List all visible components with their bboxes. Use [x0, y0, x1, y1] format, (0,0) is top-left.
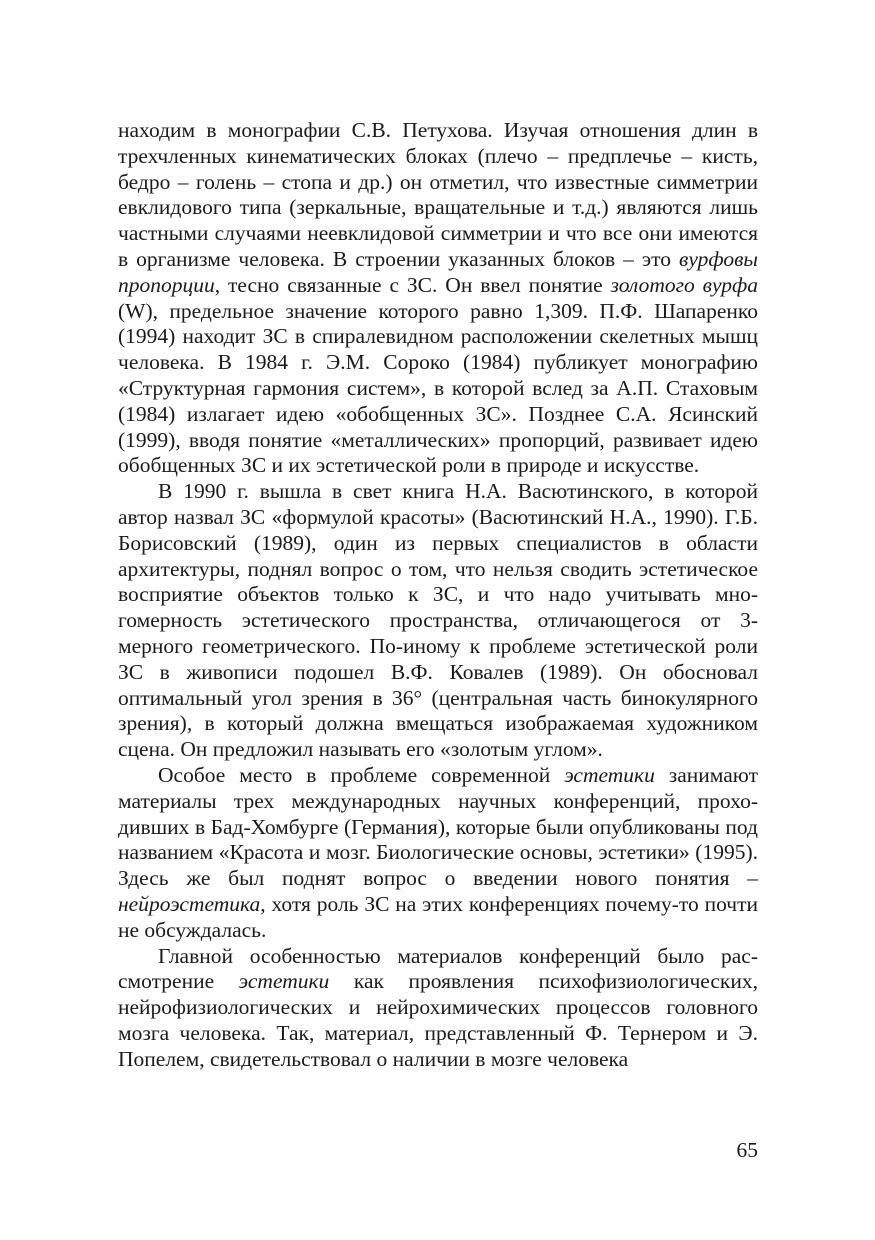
paragraph-4	[118, 944, 758, 1073]
italic-term: нейроэстетика	[118, 891, 261, 916]
page-body	[118, 118, 758, 1072]
italic-term: эстетики	[238, 969, 330, 994]
paragraph-2	[118, 479, 758, 763]
text-run: (W), предельное значение которого равно 1,309. П.Ф. Шапаренко (1994) находит ЗС в спиралевидном расположении скелетных мышц человека. В 1984 г. Э.М. Сороко (1984) публикует монографию «Структурная гармония систем», в которой вслед за А.П. Стаховым (1984) излагает идею «обобщенных ЗС». Позднее С.А. Ясинский (1999), вводя понятие «металлических» пропорций, развивает идею обобщенных ЗС и их эстетической роли в природе и искусстве.	[118, 298, 758, 478]
italic-term: вурфовы пропорции	[118, 246, 758, 297]
text-run: , хотя роль ЗС на этих конференциях почему-то почти не обсуждалась.	[118, 891, 758, 942]
italic-term: золотого вурфа	[610, 272, 758, 297]
text-run: , тесно связанные с ЗС. Он ввел понятие	[214, 272, 611, 297]
text-run: В 1990 г. вышла в свет книга Н.А. Васютинского, в которой автор назвал ЗС «формулой красоты» (Васютинский Н.А., 1990). Г.Б. Борисовский (1989), один из первых специалистов в области архитектуры, поднял вопрос о том, что нельзя сводить эстетическое восприятие объектов только к ЗС, и что надо учитывать многомерность эстетического пространства, отличающегося от 3-мерного геометрического. По-иному к проблеме эстетической роли ЗС в живописи подошел В.Ф. Ковалев (1989). Он обосновал оптимальный угол зрения в 36° (центральная часть бинокулярного зрения), в который должна вмещаться изображаемая художником сцена. Он предложил называть его «золотым углом».	[118, 479, 758, 762]
text-run: Особое место в проблеме современной	[158, 762, 565, 787]
text-run: находим в монографии С.В. Петухова. Изучая отношения длин в трехчленных кинематических блоках (плечо – предплечье – кисть, бедро – голень – стопа и др.) он отметил, что известные симметрии евклидового типа (зеркальные, вращательные и т.д.) являются лишь частными случаями неевклидовой симметрии и что все они имеются в организме человека. В строении указанных блоков – это	[118, 118, 758, 271]
text-run: занимают материалы трех международных научных конференций, проходивших в Бад-Хомбурге (Германия), которые были опубликованы под названием «Красота и мозг. Биологические основы, эстетики» (1995). Здесь же был поднят вопрос о введении нового понятия –	[118, 762, 758, 891]
paragraph-3	[118, 763, 758, 944]
text-run: как проявления психофизиологических, нейрофизиологических и нейрохимических процессов головного мозга человека. Так, материал, представленный Ф. Тернером и Э. Попелем, свидетельствовал о наличии в мозге человека	[118, 969, 758, 1071]
paragraph-1	[118, 118, 758, 479]
page-number: 65	[736, 1138, 758, 1162]
italic-term: эстетики	[564, 762, 655, 787]
text-run: Главной особенностью материалов конференций было рассмотрение	[118, 943, 758, 994]
